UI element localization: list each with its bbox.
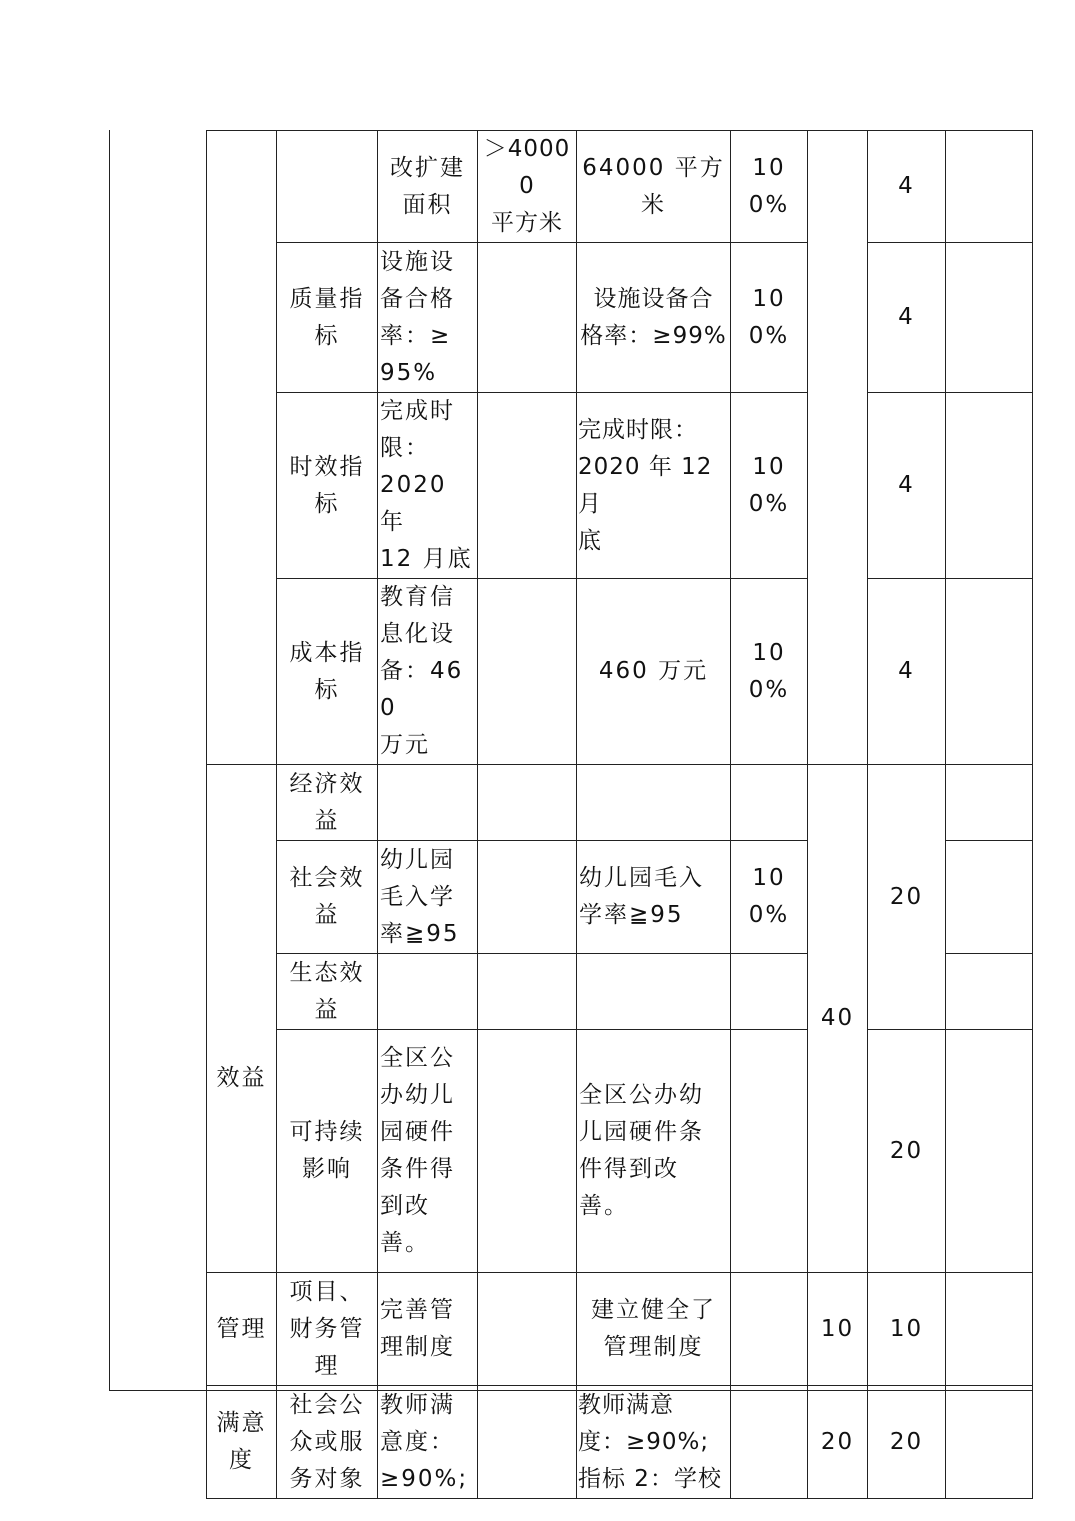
cell-category: 满意 度: [207, 1386, 277, 1499]
cell-plan: [478, 1386, 577, 1499]
cell-indicator: [277, 131, 378, 243]
cell-plan: [478, 1273, 577, 1386]
cell-plan: [478, 765, 577, 841]
cell-remark: [946, 954, 1033, 1030]
cell-score: 4: [868, 131, 946, 243]
cell-target: 教育信 息化设 备：460 万元: [378, 579, 478, 765]
cell-remark: [946, 1273, 1033, 1386]
cell-remark: [946, 765, 1033, 841]
table-row: [207, 1386, 1033, 1499]
cell-rate: [731, 1386, 808, 1499]
cell-rate: [731, 1273, 808, 1386]
cell-indicator: 社会公 众或服 务对象: [277, 1386, 378, 1499]
cell-rate: 100%: [731, 579, 808, 765]
cell-indicator: 社会效 益: [277, 841, 378, 954]
cell-indicator: 质量指 标: [277, 243, 378, 393]
cell-plan: [478, 243, 577, 393]
cell-indicator: 项目、 财务管 理: [277, 1273, 378, 1386]
performance-evaluation-table: [206, 130, 1033, 1499]
cell-target: 教师满 意度： ≥90%;: [378, 1386, 478, 1499]
cell-weight: 10: [808, 1273, 868, 1386]
cell-score: 4: [868, 393, 946, 579]
cell-rate: 100%: [731, 243, 808, 393]
cell-remark: [946, 131, 1033, 243]
cell-target: 完成时 限： 2020 年 12 月底: [378, 393, 478, 579]
table-row: [207, 393, 1033, 579]
cell-target: 幼儿园 毛入学 率≧95: [378, 841, 478, 954]
cell-target: 完善管 理制度: [378, 1273, 478, 1386]
cell-remark: [946, 841, 1033, 954]
cell-actual: 64000 平方米: [577, 131, 731, 243]
cell-rate: [731, 1030, 808, 1273]
cell-remark: [946, 243, 1033, 393]
cell-category-blank: [207, 131, 277, 765]
cell-category: 管理: [207, 1273, 277, 1386]
cell-plan: [478, 954, 577, 1030]
cell-rate: [731, 765, 808, 841]
table-row: [207, 765, 1033, 841]
cell-score: 4: [868, 579, 946, 765]
cell-target: [378, 954, 478, 1030]
cell-score: 20: [868, 1386, 946, 1499]
cell-remark: [946, 579, 1033, 765]
cell-actual: 全区公办幼 儿园硬件条 件得到改 善。: [577, 1030, 731, 1273]
cell-weight-blank: [808, 131, 868, 765]
cell-indicator: 可持续 影响: [277, 1030, 378, 1273]
table-row: [207, 579, 1033, 765]
cell-score: 20: [868, 765, 946, 1030]
table-row: [207, 131, 1033, 243]
cell-score: 10: [868, 1273, 946, 1386]
cell-actual: 幼儿园毛入 学率≧95: [577, 841, 731, 954]
cell-actual: 教师满意 度：≥90%; 指标 2：学校: [577, 1386, 731, 1499]
cell-weight: 20: [808, 1386, 868, 1499]
cell-indicator: 成本指 标: [277, 579, 378, 765]
cell-remark: [946, 1030, 1033, 1273]
cell-actual: 建立健全了 管理制度: [577, 1273, 731, 1386]
cell-rate: 100%: [731, 393, 808, 579]
cell-rate: 100%: [731, 841, 808, 954]
cell-target: 全区公 办幼儿 园硬件 条件得 到改 善。: [378, 1030, 478, 1273]
cell-target: [378, 765, 478, 841]
cell-plan: [478, 841, 577, 954]
table-row: [207, 243, 1033, 393]
cell-plan: [478, 1030, 577, 1273]
cell-remark: [946, 1386, 1033, 1499]
cell-indicator: 生态效 益: [277, 954, 378, 1030]
cell-actual: 460 万元: [577, 579, 731, 765]
cell-actual: [577, 954, 731, 1030]
cell-actual: 完成时限： 2020 年 12 月 底: [577, 393, 731, 579]
cell-indicator: 经济效 益: [277, 765, 378, 841]
cell-rate: 100%: [731, 131, 808, 243]
cell-plan: ＞40000 平方米: [478, 131, 577, 243]
cell-actual: [577, 765, 731, 841]
cell-plan: [478, 579, 577, 765]
table-row: [207, 1030, 1033, 1273]
cell-weight: 40: [808, 765, 868, 1273]
cell-target: 改扩建 面积: [378, 131, 478, 243]
cell-target: 设施设 备合格 率：≥ 95%: [378, 243, 478, 393]
cell-category: 效益: [207, 765, 277, 1273]
cell-score: 20: [868, 1030, 946, 1273]
table-row: [207, 1273, 1033, 1386]
cell-actual: 设施设备合 格率：≥99%: [577, 243, 731, 393]
cell-remark: [946, 393, 1033, 579]
cell-score: 4: [868, 243, 946, 393]
cell-rate: [731, 954, 808, 1030]
cell-indicator: 时效指 标: [277, 393, 378, 579]
cell-plan: [478, 393, 577, 579]
